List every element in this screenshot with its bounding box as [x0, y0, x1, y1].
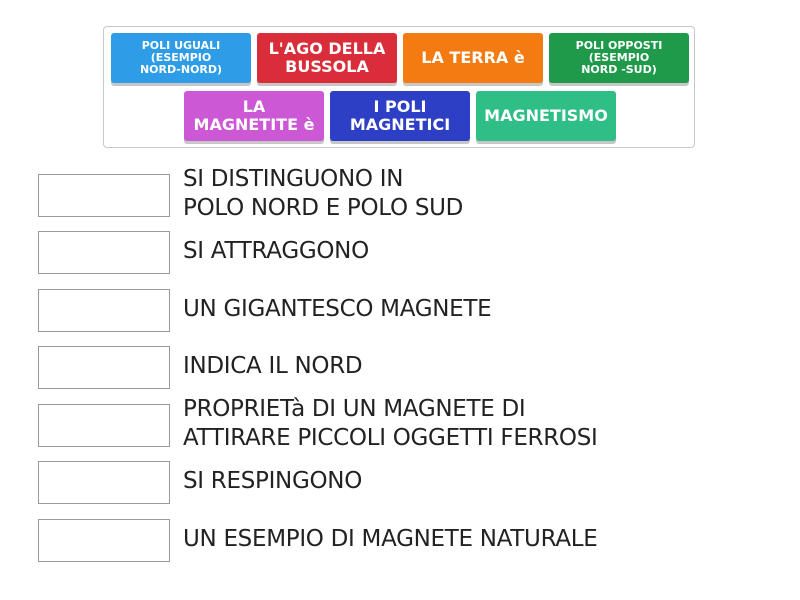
drop-box-2[interactable]: [38, 231, 170, 274]
drop-box-5[interactable]: [38, 404, 170, 447]
drop-box-4[interactable]: [38, 346, 170, 389]
row-text-6: SI RESPINGONO: [183, 468, 362, 494]
tile-poli-uguali[interactable]: POLI UGUALI (ESEMPIO NORD-NORD): [111, 33, 251, 83]
tile-magnetismo[interactable]: MAGNETISMO: [476, 91, 616, 141]
drop-box-3[interactable]: [38, 289, 170, 332]
row-text-5: PROPRIETà DI UN MAGNETE DI ATTIRARE PICCOLI OGGETTI FERROSI: [183, 396, 598, 451]
tile-terra[interactable]: LA TERRA è: [403, 33, 543, 83]
tile-magnetite[interactable]: LA MAGNETITE è: [184, 91, 324, 141]
row-text-3: UN GIGANTESCO MAGNETE: [183, 296, 492, 322]
row-text-4: INDICA IL NORD: [183, 353, 363, 379]
row-text-2: SI ATTRAGGONO: [183, 238, 369, 264]
row-text-7: UN ESEMPIO DI MAGNETE NATURALE: [183, 526, 598, 552]
drop-box-1[interactable]: [38, 174, 170, 217]
tile-ago-bussola[interactable]: L'AGO DELLA BUSSOLA: [257, 33, 397, 83]
tile-poli-opposti[interactable]: POLI OPPOSTI (ESEMPIO NORD -SUD): [549, 33, 689, 83]
tile-poli-magnetici[interactable]: I POLI MAGNETICI: [330, 91, 470, 141]
drop-box-6[interactable]: [38, 461, 170, 504]
drop-box-7[interactable]: [38, 519, 170, 562]
row-text-1: SI DISTINGUONO IN POLO NORD E POLO SUD: [183, 166, 464, 221]
